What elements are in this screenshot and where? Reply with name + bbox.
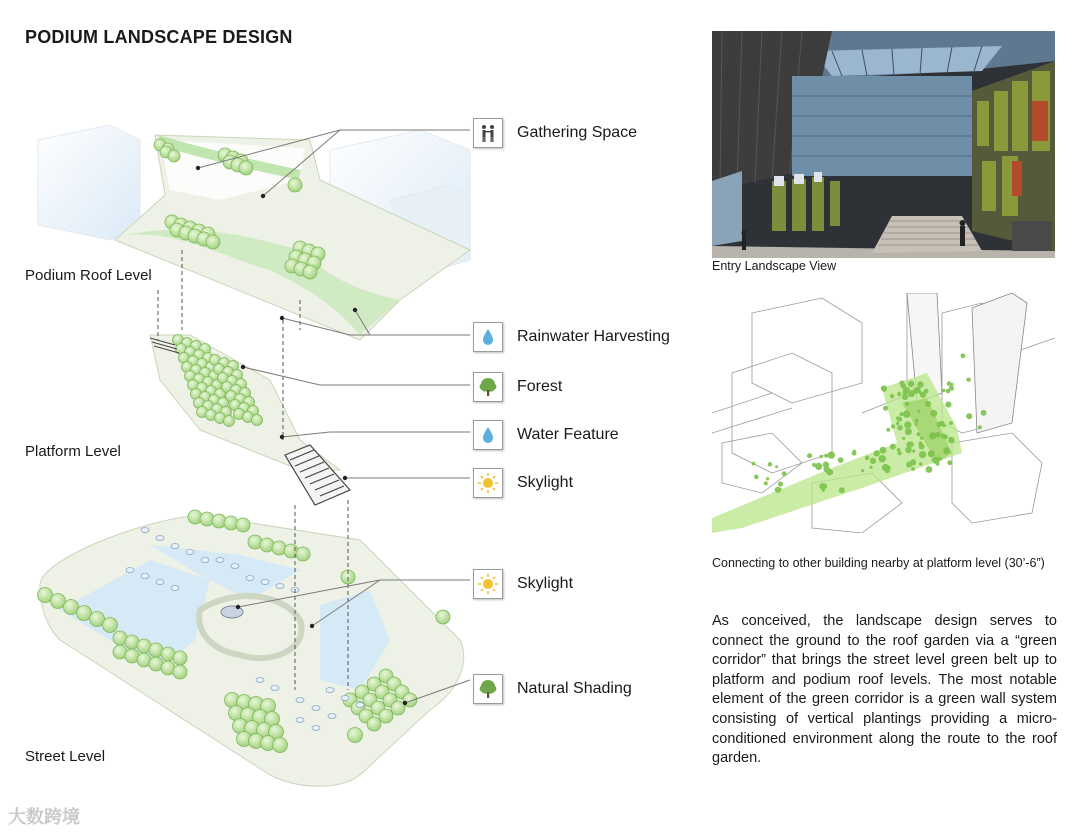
sketch-tree-dot — [920, 436, 924, 440]
water-drop-icon — [473, 322, 503, 352]
sketch-tree-dot — [819, 455, 823, 459]
sketch-tree-dot — [908, 381, 914, 387]
sketch-tree-dot — [838, 457, 844, 463]
tree-canopy — [436, 610, 450, 624]
legend-rainwater-harvesting — [473, 322, 670, 352]
sketch-tree-dot — [950, 383, 953, 386]
tree-canopy — [103, 618, 118, 633]
sketch-tree-dot — [897, 448, 901, 452]
sketch-tree-dot — [883, 406, 888, 411]
sketch-tree-dot — [905, 402, 909, 406]
sketch-tree-dot — [935, 432, 941, 438]
tree-canopy — [273, 738, 288, 753]
sketch-tree-dot — [819, 483, 825, 489]
sketch-tree-dot — [946, 389, 951, 394]
sketch-tree-dot — [881, 385, 887, 391]
tree-icon — [473, 674, 503, 704]
tree-icon — [473, 372, 503, 402]
sketch-tree-dot — [902, 437, 905, 440]
tree-canopy — [206, 235, 220, 249]
connection-caption: Connecting to other building nearby at platform level (30’-6”) — [712, 556, 1045, 570]
sketch-tree-dot — [890, 444, 896, 450]
skylight-marker — [312, 706, 320, 711]
sketch-tree-dot — [913, 389, 918, 394]
tree-canopy — [236, 518, 250, 532]
sketch-tree-dot — [947, 460, 952, 465]
sketch-tree-dot — [919, 451, 926, 458]
sketch-tree-dot — [903, 390, 908, 395]
sketch-tree-dot — [917, 410, 920, 413]
sketch-tree-dot — [966, 378, 970, 382]
sketch-tree-dot — [917, 381, 923, 387]
sketch-tree-dot — [879, 455, 886, 462]
sketch-tree-dot — [924, 389, 929, 394]
sketch-tree-dot — [903, 411, 910, 418]
sketch-tree-dot — [937, 422, 942, 427]
platform-stairs — [285, 445, 350, 505]
tree-canopy — [288, 178, 302, 192]
sketch-tree-dot — [852, 451, 857, 456]
sketch-tree-dot — [930, 410, 937, 417]
sketch-tree-dot — [828, 451, 835, 458]
tree-canopy — [168, 150, 180, 162]
skylight-marker — [156, 536, 164, 541]
tree-canopy — [224, 416, 235, 427]
sketch-tree-dot — [884, 465, 891, 472]
entry-landscape-photo — [712, 31, 1055, 258]
tree-canopy — [239, 161, 253, 175]
sketch-tree-dot — [966, 413, 972, 419]
legend-label: Natural Shading — [517, 680, 632, 697]
sketch-tree-dot — [915, 423, 918, 426]
sketch-tree-dot — [766, 477, 769, 480]
skylight-marker — [271, 686, 279, 691]
skylight-marker — [296, 718, 304, 723]
sketch-tree-dot — [880, 447, 887, 454]
skylight-marker — [156, 580, 164, 585]
tree-canopy — [303, 265, 317, 279]
sketch-tree-dot — [917, 432, 921, 436]
legend-gathering-space — [473, 118, 637, 148]
sketch-tree-dot — [942, 389, 945, 392]
entry-photo-caption: Entry Landscape View — [712, 259, 837, 273]
legend-skylight-street — [473, 569, 573, 599]
sketch-tree-dot — [925, 401, 931, 407]
skylight-marker — [171, 544, 179, 549]
sketch-tree-dot — [754, 475, 759, 480]
sketch-tree-dot — [911, 467, 915, 471]
water-drop-icon — [473, 420, 503, 450]
watermark: 大数跨境 — [8, 807, 80, 827]
skylight-marker — [326, 688, 334, 693]
skylight-marker — [356, 703, 364, 708]
sketch-tree-dot — [899, 381, 904, 386]
tree-canopy — [367, 717, 381, 731]
skylight-marker — [141, 528, 149, 533]
skylight-marker — [201, 558, 209, 563]
sketch-tree-dot — [886, 428, 890, 432]
sketch-tree-dot — [905, 428, 912, 435]
skylight-marker — [231, 564, 239, 569]
skylight-marker — [312, 726, 320, 731]
tree-canopy — [296, 547, 310, 561]
legend-label: Skylight — [517, 474, 574, 491]
sketch-tree-dot — [822, 488, 825, 491]
sketch-tree-dot — [865, 456, 870, 461]
legend-label: Rainwater Harvesting — [517, 328, 670, 345]
sketch-tree-dot — [815, 463, 822, 470]
sketch-tree-dot — [915, 419, 919, 423]
sketch-tree-dot — [943, 447, 950, 454]
skylight-marker — [276, 584, 284, 589]
sketch-tree-dot — [912, 450, 915, 453]
sketch-tree-dot — [782, 471, 787, 476]
sketch-tree-dot — [764, 481, 768, 485]
sketch-tree-dot — [938, 457, 942, 461]
level-label-roof: Podium Roof Level — [25, 267, 152, 284]
sketch-tree-dot — [896, 417, 899, 420]
sketch-tree-dot — [926, 466, 933, 473]
sketch-tree-dot — [768, 462, 772, 466]
sketch-tree-dot — [775, 465, 778, 468]
sketch-tree-dot — [943, 435, 948, 440]
people-icon — [473, 118, 503, 148]
tree-canopy — [379, 709, 393, 723]
sketch-tree-dot — [900, 412, 904, 416]
sketch-tree-dot — [935, 462, 939, 466]
sketch-tree-dot — [824, 454, 828, 458]
skylight-marker — [261, 580, 269, 585]
tree-canopy — [348, 728, 363, 743]
legend-label: Forest — [517, 378, 563, 395]
sketch-tree-dot — [874, 450, 880, 456]
sketch-tree-dot — [919, 444, 925, 450]
sketch-tree-dot — [904, 421, 911, 428]
sketch-tree-dot — [931, 458, 934, 461]
sketch-tree-dot — [775, 487, 781, 493]
sketch-tree-dot — [897, 425, 902, 430]
sketch-tree-dot — [891, 424, 895, 428]
skylight-marker — [171, 586, 179, 591]
skylight-marker — [256, 678, 264, 683]
skylight-marker — [328, 714, 336, 719]
skylight-marker — [141, 574, 149, 579]
legend-label: Gathering Space — [517, 124, 638, 141]
sketch-tree-dot — [906, 462, 912, 468]
sketch-tree-dot — [949, 437, 953, 441]
sketch-tree-dot — [961, 353, 966, 358]
sketch-tree-dot — [807, 453, 812, 458]
sketch-tree-dot — [896, 422, 899, 425]
skylight-marker — [126, 568, 134, 573]
sketch-tree-dot — [861, 469, 864, 472]
skylight-marker — [216, 558, 224, 563]
sketch-tree-dot — [869, 466, 872, 469]
sketch-tree-dot — [945, 402, 951, 408]
legend-skylight-platform — [473, 468, 573, 498]
legend-label: Water Feature — [517, 426, 619, 443]
sketch-tree-dot — [890, 394, 894, 398]
level-label-street: Street Level — [25, 748, 106, 765]
skylight-marker — [296, 698, 304, 703]
legend-forest — [473, 372, 562, 402]
sun-icon — [473, 569, 503, 599]
legend-natural-shading — [473, 674, 632, 704]
sketch-tree-dot — [981, 410, 987, 416]
connection-sketch — [712, 293, 1055, 533]
sketch-tree-dot — [949, 421, 953, 425]
sketch-tree-dot — [897, 392, 901, 396]
sun-icon — [473, 468, 503, 498]
sketch-tree-dot — [752, 462, 756, 466]
page-title: PODIUM LANDSCAPE DESIGN — [25, 27, 293, 47]
legend-water-feature — [473, 420, 619, 450]
sketch-tree-dot — [778, 481, 783, 486]
description-paragraph: As conceived, the landscape design serves to connect the ground to the roof garden via a “green corridor” that brings the street level green belt up to platform and podium roof levels. The most notable element of the green corridor is a green wall system consisting of vertical plantings providing a micro-conditioned environment along the route to the roof garden. — [712, 613, 1057, 767]
legend-label: Skylight — [517, 575, 574, 592]
skylight-marker — [186, 550, 194, 555]
skylight-marker — [341, 696, 349, 701]
sketch-tree-dot — [905, 447, 912, 454]
sketch-tree-dot — [839, 487, 845, 493]
skylight-marker — [246, 576, 254, 581]
tree-canopy — [173, 665, 187, 679]
sketch-tree-dot — [929, 450, 932, 453]
tree-canopy — [252, 415, 263, 426]
tree-canopy — [173, 651, 187, 665]
sketch-tree-dot — [823, 466, 829, 472]
level-label-platform: Platform Level — [25, 443, 121, 460]
sketch-tree-dot — [870, 458, 876, 464]
sketch-tree-dot — [978, 425, 982, 429]
sketch-tree-dot — [919, 462, 922, 465]
sketch-tree-dot — [898, 451, 902, 455]
